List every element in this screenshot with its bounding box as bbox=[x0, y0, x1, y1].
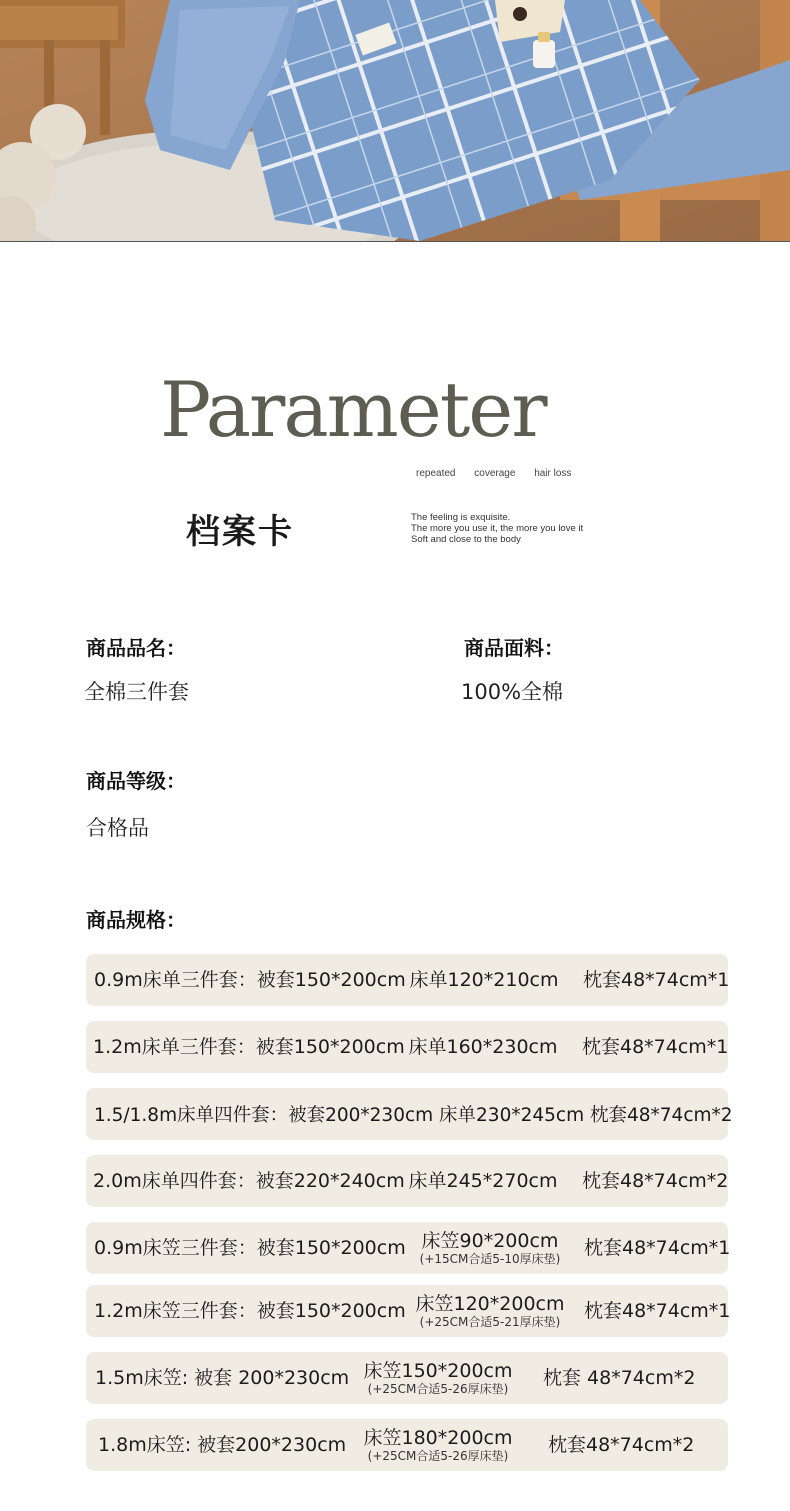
spec-pillowcase: 枕套48*74cm*1 bbox=[582, 1035, 729, 1058]
spec-set: 1.2m床单三件套：被套150*200cm bbox=[93, 1035, 405, 1058]
archive-card-title: 档案卡 bbox=[186, 512, 294, 552]
spec-fitted-sheet: 床笠120*200cm bbox=[415, 1292, 565, 1315]
spec-set: 1.5m床笠: 被套 200*230cm bbox=[95, 1366, 350, 1389]
spec-fitted-sheet: 床笠180*200cm bbox=[363, 1426, 513, 1449]
spec-fitted-note: (+25CM合适5-21厚床垫) bbox=[419, 1314, 561, 1329]
spec-set: 2.0m床单四件套：被套220*240cm bbox=[93, 1169, 405, 1192]
spec-pillowcase: 枕套48*74cm*1 bbox=[584, 1236, 731, 1259]
product-grade-label: 商品等级： bbox=[86, 769, 186, 793]
spec-row bbox=[86, 1155, 728, 1207]
product-name-label: 商品品名： bbox=[86, 636, 186, 660]
spec-sheet: 床单120*210cm bbox=[409, 968, 559, 991]
tagline-line: The more you use it, the more you love it bbox=[411, 523, 584, 534]
spec-fitted-note: (+25CM合适5-26厚床垫) bbox=[367, 1381, 509, 1396]
spec-row bbox=[86, 1222, 731, 1274]
spec-pillowcase: 枕套48*74cm*2 bbox=[548, 1433, 695, 1456]
spec-row bbox=[86, 1352, 728, 1404]
spec-row bbox=[86, 1088, 733, 1140]
parameter-title: Parameter bbox=[160, 365, 546, 454]
spec-set: 1.8m床笠: 被套200*230cm bbox=[98, 1433, 347, 1456]
spec-row bbox=[86, 1021, 728, 1073]
tagline-line: The feeling is exquisite. bbox=[411, 512, 511, 523]
spec-fitted-sheet: 床笠90*200cm bbox=[421, 1229, 559, 1252]
tag-repeated: repeated bbox=[416, 468, 456, 479]
product-grade-value: 合格品 bbox=[86, 816, 149, 840]
spec-fitted-note: (+25CM合适5-26厚床垫) bbox=[367, 1448, 509, 1463]
spec-pillowcase: 枕套48*74cm*1 bbox=[583, 968, 730, 991]
keyword-tags bbox=[416, 468, 587, 479]
tagline bbox=[411, 512, 583, 545]
spec-sheet: 床单160*230cm bbox=[408, 1035, 558, 1058]
spec-set: 0.9m床单三件套：被套150*200cm bbox=[94, 968, 406, 991]
product-fabric-label: 商品面料： bbox=[464, 636, 564, 660]
spec-row bbox=[86, 1285, 731, 1337]
spec-row bbox=[86, 954, 728, 1006]
bedding-photo-illustration bbox=[0, 0, 790, 241]
spec-pillowcase: 枕套 48*74cm*2 bbox=[543, 1366, 696, 1389]
tagline-line: Soft and close to the body bbox=[411, 534, 521, 545]
product-name-value: 全棉三件套 bbox=[84, 680, 189, 704]
spec-full-line: 1.5/1.8m床单四件套：被套200*230cm 床单230*245cm 枕套48*74cm*2 bbox=[94, 1105, 733, 1126]
spec-fitted-sheet: 床笠150*200cm bbox=[363, 1359, 513, 1382]
product-spec-label: 商品规格： bbox=[86, 908, 186, 932]
tag-hair-loss: hair loss bbox=[534, 468, 572, 479]
tag-coverage: coverage bbox=[474, 468, 516, 479]
spec-pillowcase: 枕套48*74cm*2 bbox=[582, 1169, 729, 1192]
spec-fitted-note: (+15CM合适5-10厚床垫) bbox=[419, 1251, 561, 1266]
hero-photo bbox=[0, 0, 790, 242]
spec-set: 0.9m床笠三件套：被套150*200cm bbox=[94, 1236, 406, 1259]
spec-set: 1.2m床笠三件套：被套150*200cm bbox=[94, 1299, 406, 1322]
spec-pillowcase: 枕套48*74cm*1 bbox=[584, 1299, 731, 1322]
spec-sheet: 床单245*270cm bbox=[408, 1169, 558, 1192]
spec-row bbox=[86, 1419, 728, 1471]
product-fabric-value: 100%全棉 bbox=[461, 680, 564, 704]
